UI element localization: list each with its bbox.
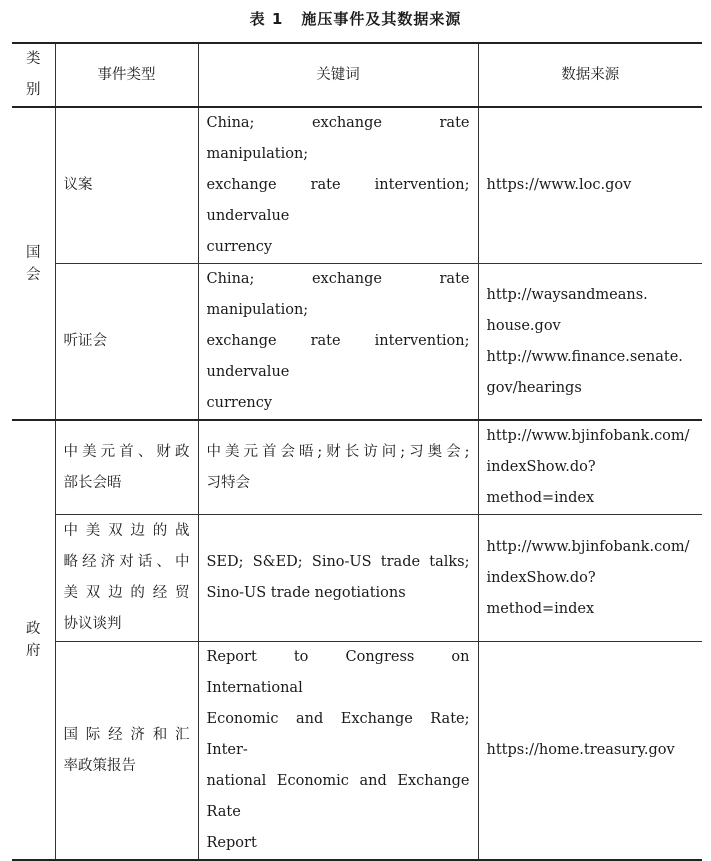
- table-row: [12, 420, 702, 515]
- header-keywords: 关键词: [198, 43, 478, 107]
- header-source: 数据来源: [478, 43, 702, 107]
- source-cell: https://www.loc.gov: [478, 107, 702, 264]
- source-cell: http://www.bjinfobank.com/ indexShow.do? method=index: [478, 420, 702, 515]
- source-cell: https://home.treasury.gov: [478, 642, 702, 861]
- keywords-cell: SED; S&ED; Sino-US trade talks; Sino-US trade negotiations: [198, 515, 478, 642]
- source-cell: http://www.bjinfobank.com/ indexShow.do? method=index: [478, 515, 702, 642]
- table-caption: 施压事件及其数据来源: [301, 10, 462, 28]
- table-row: [12, 264, 702, 421]
- group-label-congress: 国 会: [12, 107, 55, 420]
- event-type-cell: 国际经济和汇 率政策报告: [55, 642, 198, 861]
- header-row: [12, 43, 702, 107]
- event-type-cell: 议案: [55, 107, 198, 264]
- table-row: [12, 107, 702, 264]
- event-type-cell: 中美双边的战 略经济对话、中 美双边的经贸 协议谈判: [55, 515, 198, 642]
- event-type-cell: 中美元首、财政 部长会晤: [55, 420, 198, 515]
- group-label-government: 政 府: [12, 420, 55, 860]
- keywords-cell: China; exchange rate manipulation; exchange rate intervention; undervalue currency: [198, 107, 478, 264]
- table-row: [12, 515, 702, 642]
- header-event-type: 事件类型: [55, 43, 198, 107]
- keywords-cell: Report to Congress on International Economic and Exchange Rate; Inter- national Economic and Exchange Rate Report: [198, 642, 478, 861]
- source-cell: http://waysandmeans. house.gov http://www.finance.senate. gov/hearings: [478, 264, 702, 421]
- keywords-cell: 中美元首会晤;财长访问;习奥会; 习特会: [198, 420, 478, 515]
- event-type-cell: 听证会: [55, 264, 198, 421]
- data-table: [12, 42, 702, 861]
- table-title: [0, 8, 711, 29]
- header-category: 类别: [12, 43, 55, 107]
- table-row: [12, 642, 702, 861]
- table-number: 表 1: [249, 10, 284, 28]
- keywords-cell: China; exchange rate manipulation; exchange rate intervention; undervalue currency: [198, 264, 478, 421]
